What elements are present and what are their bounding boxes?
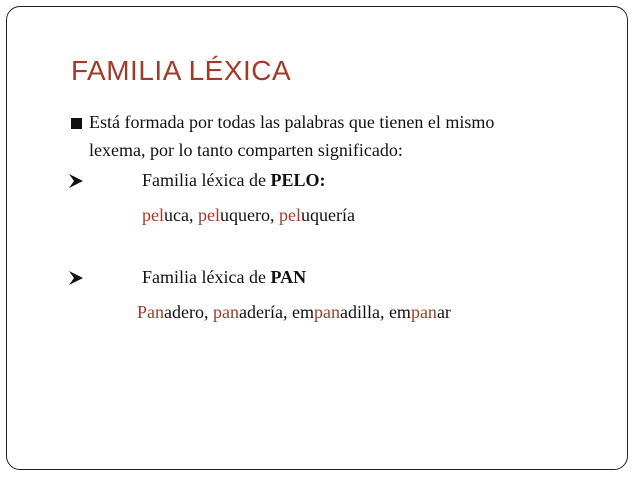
pelo-family-heading: [142, 170, 325, 191]
lexeme-root: Pan: [137, 302, 164, 322]
example-word: [292, 302, 380, 322]
example-word: [198, 205, 270, 225]
word-suffix: uquería: [300, 205, 355, 225]
example-word: [137, 302, 204, 322]
pan-family-word: PAN: [270, 267, 307, 287]
word-suffix: uca: [164, 205, 189, 225]
word-prefix: em: [388, 302, 411, 322]
square-bullet-icon: [71, 118, 82, 129]
pan-family-heading: [142, 267, 306, 288]
example-word: [142, 205, 189, 225]
example-word: [279, 205, 355, 225]
lexeme-root: pel: [278, 205, 301, 225]
pan-examples: Panadero, panadería, empanadilla, empanar: [137, 302, 451, 322]
word-suffix: adero: [164, 302, 204, 322]
word-suffix: uquero: [219, 205, 270, 225]
arrow-bullet-icon: [68, 173, 84, 189]
pelo-family-label: Familia léxica de: [142, 170, 271, 190]
word-suffix: adilla: [339, 302, 380, 322]
example-word: [389, 302, 451, 322]
word-suffix: adería: [238, 302, 283, 322]
word-prefix: em: [291, 302, 314, 322]
example-word: [213, 302, 283, 322]
arrow-bullet-icon: [68, 270, 84, 286]
lexeme-root: pel: [142, 205, 164, 225]
slide-title: FAMILIA LÉXICA: [71, 55, 292, 86]
pan-family-label: Familia léxica de: [142, 267, 271, 287]
word-suffix: ar: [436, 302, 451, 322]
lexeme-root: pan: [313, 302, 340, 322]
intro-line-2: lexema, por lo tanto comparten significado:: [89, 140, 403, 160]
lexeme-root: pan: [212, 302, 239, 322]
lexeme-root: pan: [410, 302, 437, 322]
intro-line-1: Está formada por todas las palabras que tienen el mismo: [89, 112, 495, 132]
pelo-family-word: PELO:: [270, 170, 326, 190]
pelo-examples: peluca, peluquero, peluquería: [142, 205, 355, 225]
lexeme-root: pel: [197, 205, 220, 225]
